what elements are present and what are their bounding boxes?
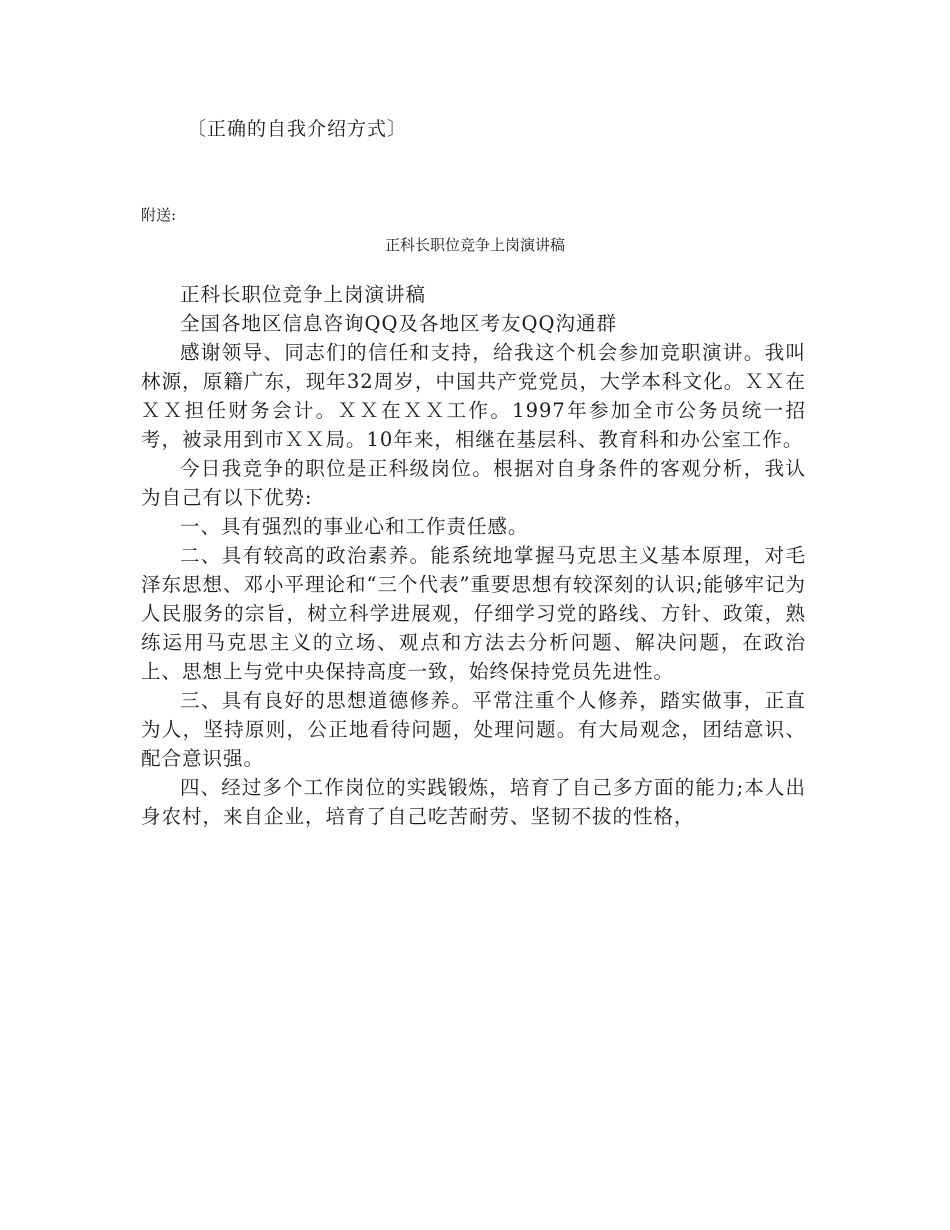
speech-body	[141, 280, 806, 831]
document-heading: 〔正确的自我介绍方式〕	[187, 118, 408, 140]
paragraph-contact: 全国各地区信息咨询QQ及各地区考友QQ沟通群	[180, 312, 617, 335]
paragraph-advantage-2: 二、具有较高的政治素养。能系统地掌握马克思主义基本原理，对毛泽东思想、邓小平理论和“三个代表”重要思想有较深刻的认识;能够牢记为人民服务的宗旨，树立科学进展观，仔细学习党的路线、方针、政策，熟练运用马克思主义的立场、观点和方法去分析问题、解决问题，在政治上、思想上与党中央保持高度一致，始终保持党员先进性。	[141, 544, 807, 683]
paragraph-advantage-1: 一、具有强烈的事业心和工作责任感。	[180, 515, 529, 538]
paragraph-advantage-4: 四、经过多个工作岗位的实践锻炼，培育了自己多方面的能力;本人出身农村，来自企业，培育了自己吃苦耐劳、坚韧不拔的性格，	[141, 776, 806, 828]
paragraph-introduction: 感谢领导、同志们的信任和支持，给我这个机会参加竞职演讲。我叫林源，原籍广东，现年32周岁，中国共产党党员，大学本科文化。ＸＸ在ＸＸ担任财务会计。ＸＸ在ＸＸ工作。1997年参加全市公务员统一招考，被录用到市ＸＸ局。10年来，相继在基层科、教育科和办公室工作。	[141, 341, 806, 451]
paragraph-position: 今日我竞争的职位是正科级岗位。根据对自身条件的客观分析，我认为自己有以下优势:	[141, 457, 806, 509]
speech-title: 正科长职位竞争上岗演讲稿	[384, 236, 565, 254]
paragraph-title: 正科长职位竞争上岗演讲稿	[180, 283, 427, 306]
attachment-label: 附送:	[141, 206, 177, 224]
paragraph-advantage-3: 三、具有良好的思想道德修养。平常注重个人修养，踏实做事，正直为人，坚持原则，公正地看待问题，处理问题。有大局观念，团结意识、配合意识强。	[141, 689, 806, 770]
